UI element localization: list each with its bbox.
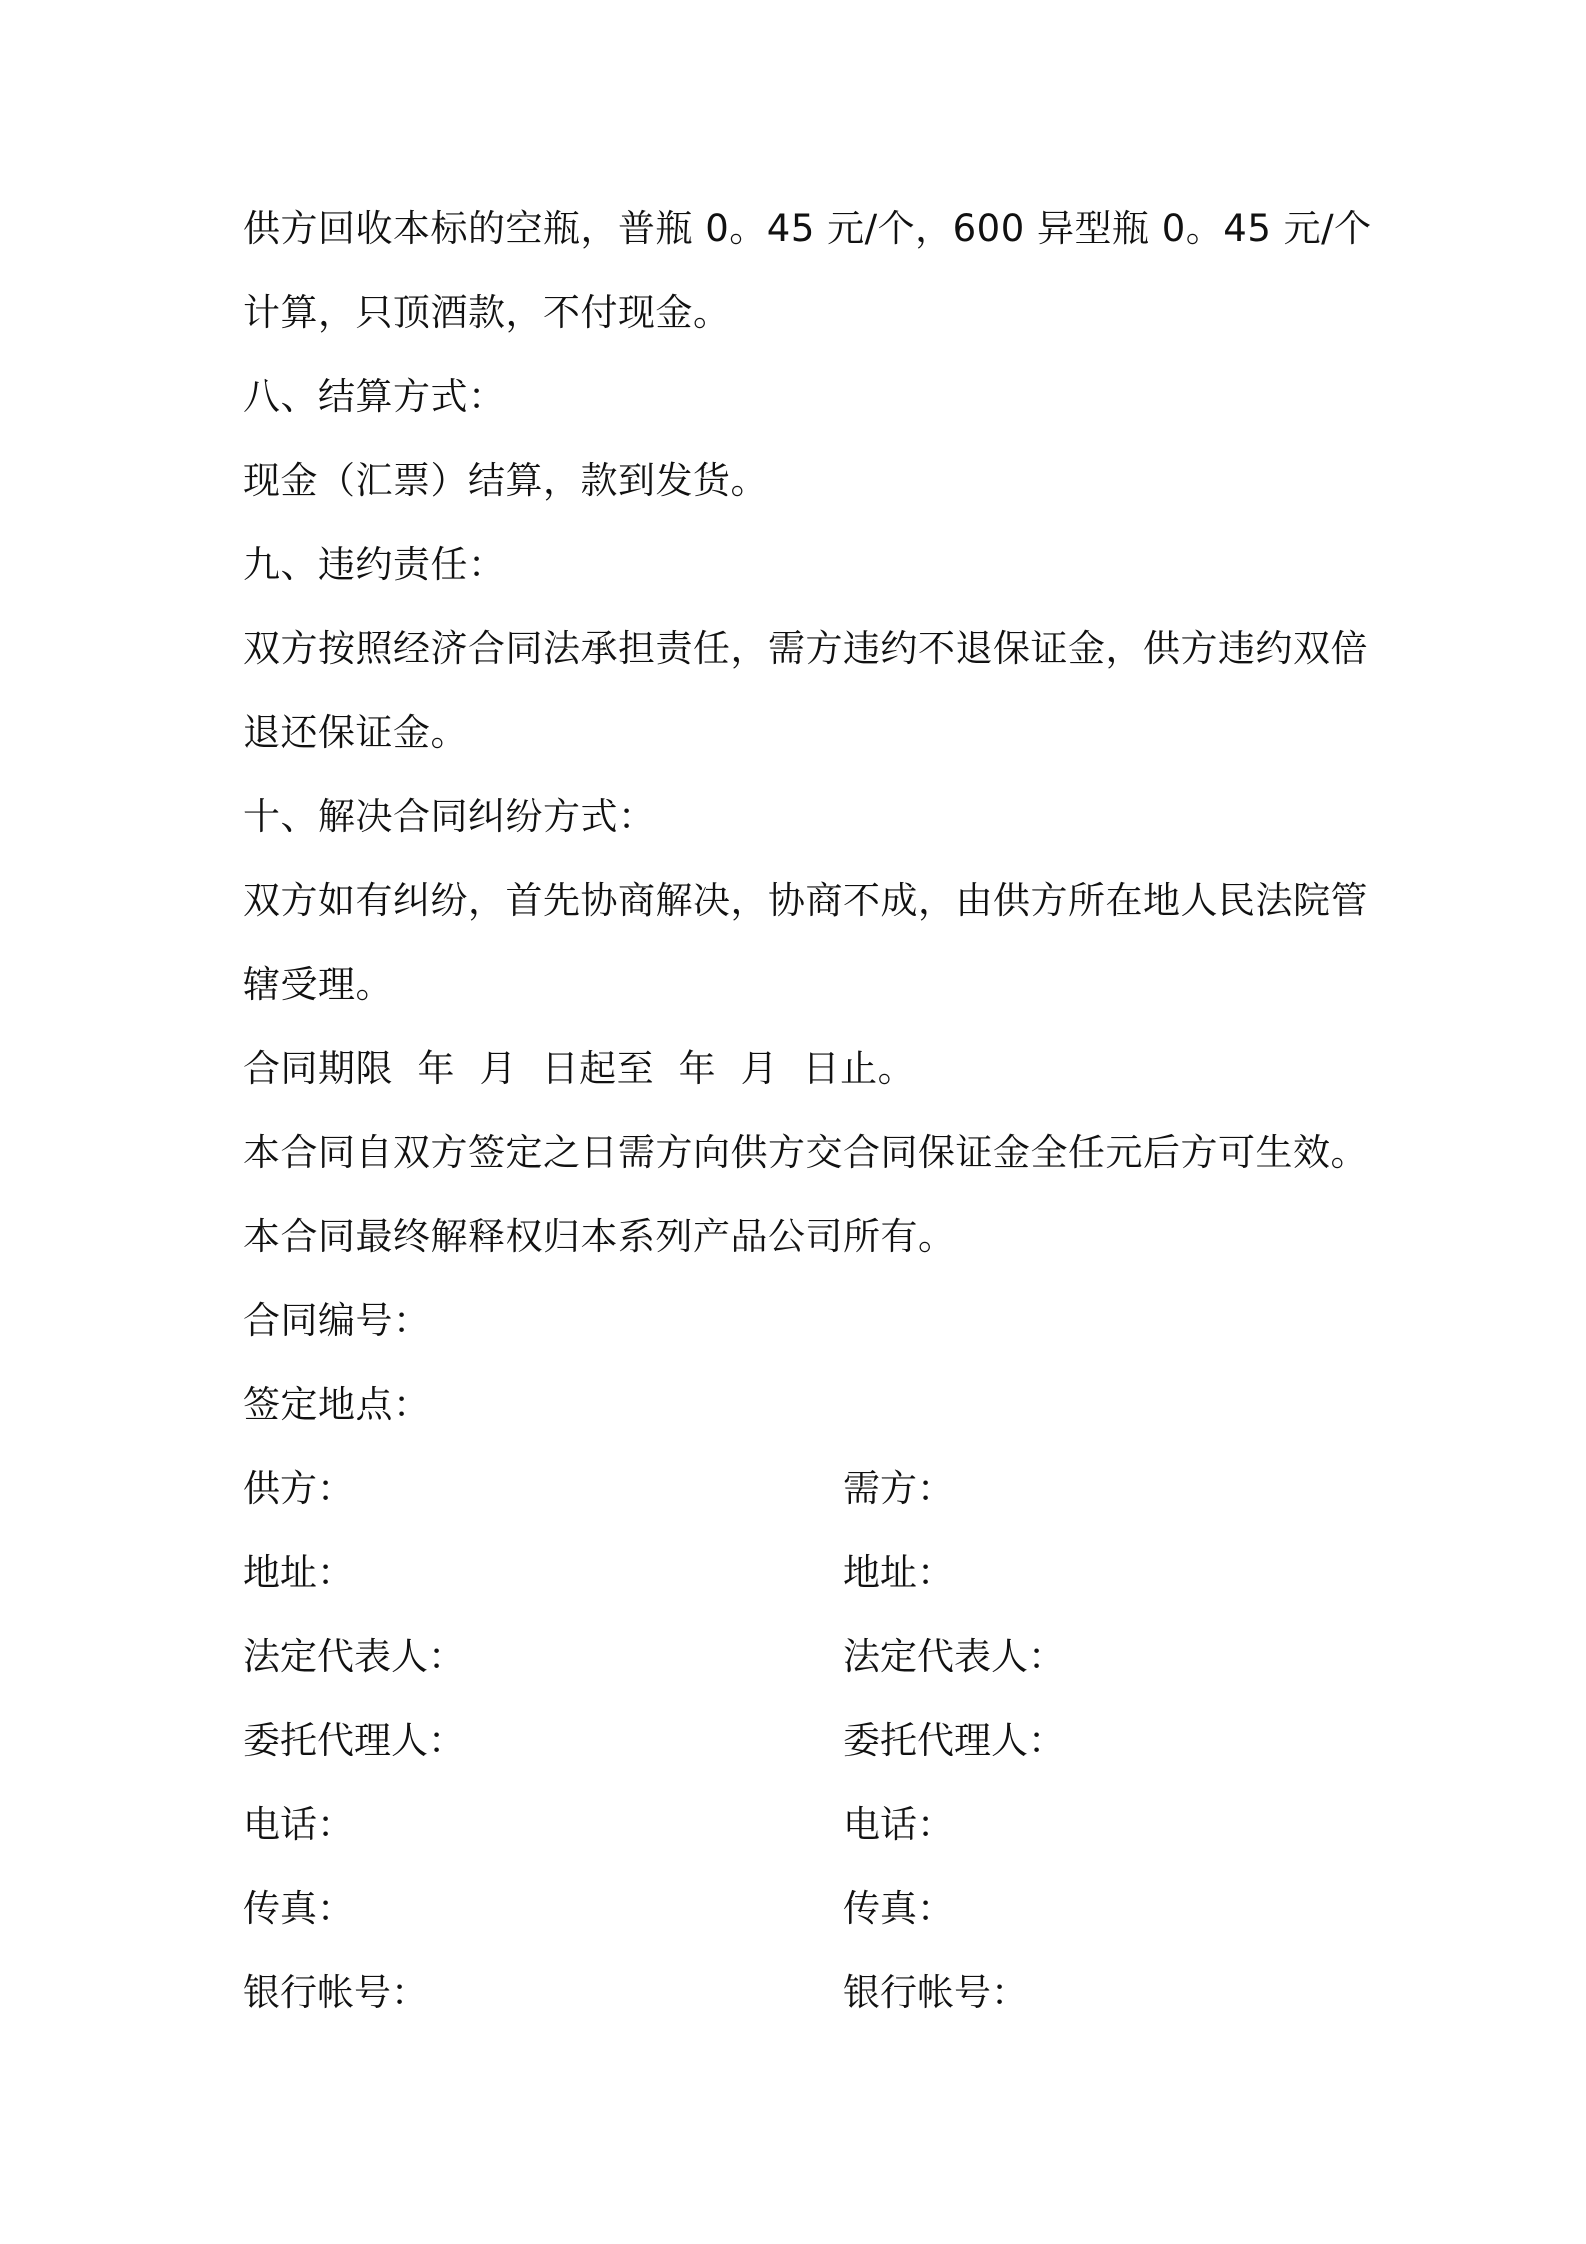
supplier-legal-rep-label: 法定代表人： xyxy=(243,1635,465,1678)
paragraph-dispute: 双方如有纠纷，首先协商解决，协商不成，由供方所在地人民法院管 xyxy=(243,879,1368,922)
signature-row-address xyxy=(243,1541,1363,1625)
signing-place-label: 签定地点： xyxy=(243,1383,431,1426)
buyer-agent-label: 委托代理人： xyxy=(843,1719,1065,1762)
signature-row-fax xyxy=(243,1877,1363,1961)
signature-row-bank xyxy=(243,1961,1363,2045)
buyer-label: 需方： xyxy=(843,1467,954,1510)
supplier-agent-label: 委托代理人： xyxy=(243,1719,465,1762)
buyer-phone-label: 电话： xyxy=(843,1803,954,1846)
heading-settlement: 八、结算方式： xyxy=(243,375,506,418)
contract-content xyxy=(243,197,1372,2045)
buyer-legal-rep-label: 法定代表人： xyxy=(843,1635,1065,1678)
supplier-address-label: 地址： xyxy=(243,1551,354,1594)
paragraph-settlement: 现金（汇票）结算，款到发货。 xyxy=(243,459,768,502)
paragraph-breach-cont: 退还保证金。 xyxy=(243,711,468,754)
paragraph-bottle-recycling-cont: 计算，只顶酒款，不付现金。 xyxy=(243,291,731,334)
paragraph-breach: 双方按照经济合同法承担责任，需方违约不退保证金，供方违约双倍 xyxy=(243,627,1368,670)
supplier-label: 供方： xyxy=(243,1467,354,1510)
paragraph-interpretation: 本合同最终解释权归本系列产品公司所有。 xyxy=(243,1215,956,1258)
signature-row-party xyxy=(243,1457,1363,1541)
paragraph-dispute-cont: 辖受理。 xyxy=(243,963,393,1006)
signature-row-phone xyxy=(243,1793,1363,1877)
supplier-phone-label: 电话： xyxy=(243,1803,354,1846)
signature-row-legal-rep xyxy=(243,1625,1363,1709)
paragraph-effective: 本合同自双方签定之日需方向供方交合同保证金全任元后方可生效。 xyxy=(243,1131,1368,1174)
supplier-bank-account-label: 银行帐号： xyxy=(243,1971,428,2014)
supplier-fax-label: 传真： xyxy=(243,1887,354,1930)
heading-dispute: 十、解决合同纠纷方式： xyxy=(243,795,656,838)
buyer-fax-label: 传真： xyxy=(843,1887,954,1930)
paragraph-bottle-recycling: 供方回收本标的空瓶，普瓶 0。45 元/个，600 异型瓶 0。45 元/个 xyxy=(243,207,1372,250)
signature-row-agent xyxy=(243,1709,1363,1793)
contract-number-label: 合同编号： xyxy=(243,1299,431,1342)
paragraph-term: 合同期限 年 月 日起至 年 月 日止。 xyxy=(243,1047,916,1090)
buyer-bank-account-label: 银行帐号： xyxy=(843,1971,1028,2014)
buyer-address-label: 地址： xyxy=(843,1551,954,1594)
heading-breach: 九、违约责任： xyxy=(243,543,506,586)
